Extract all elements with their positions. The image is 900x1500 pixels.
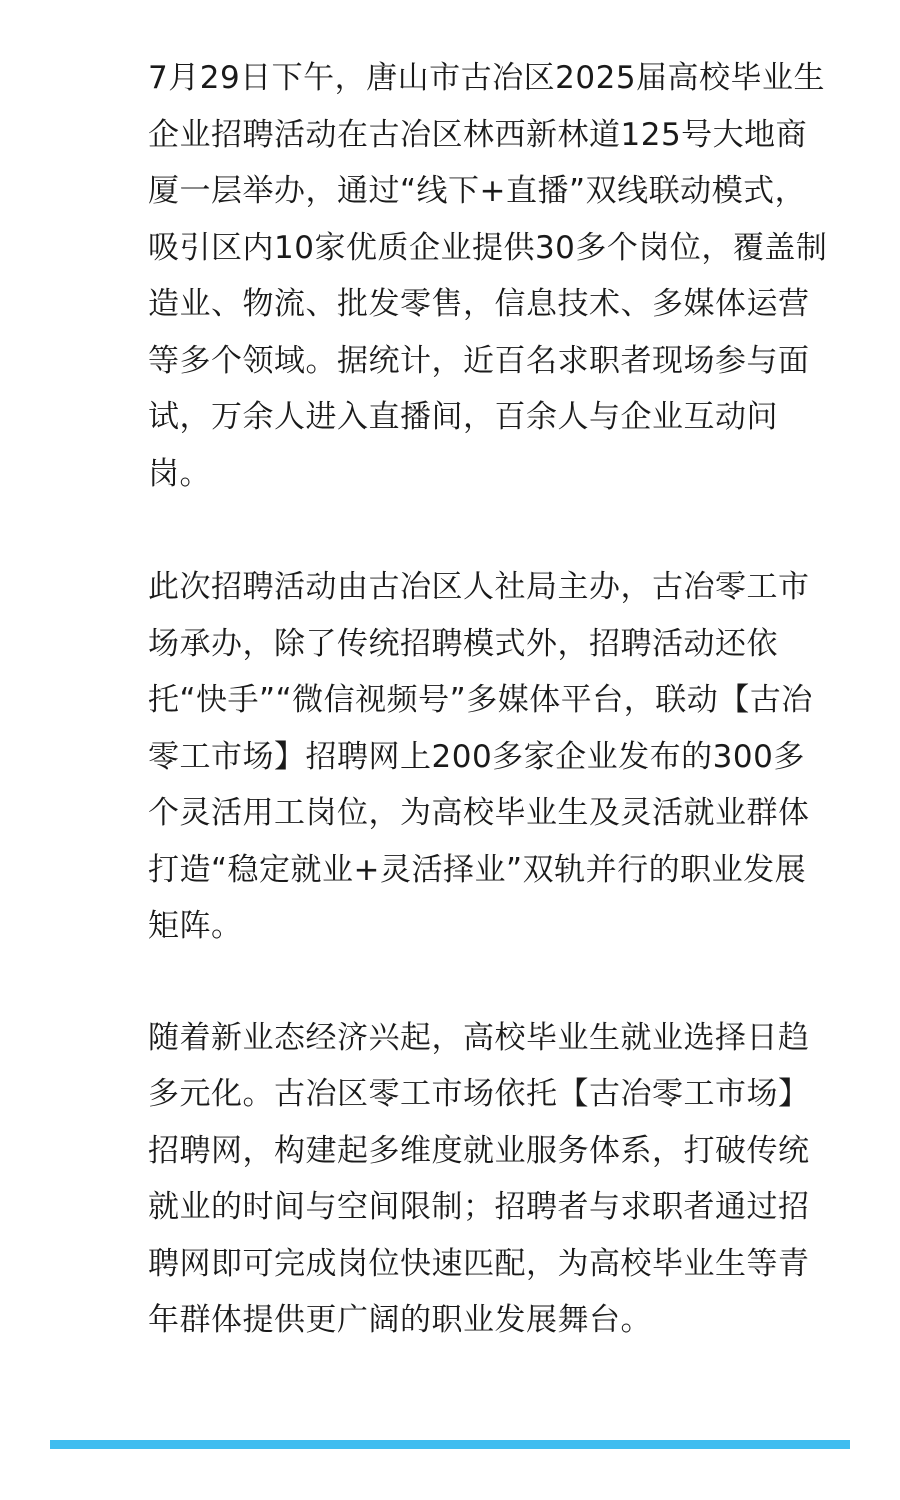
article-body bbox=[148, 50, 852, 1349]
section-divider bbox=[50, 1440, 850, 1449]
paragraph-organizers: 此次招聘活动由古冶区人社局主办，古冶零工市 场承办，除了传统招聘模式外，招聘活动还依 托“快手”“微信视频号”多媒体平台，联动【古冶 零工市场】招聘网上200多家企业发布的300多 个灵活用工岗位，为高校毕业生及灵活就业群体 打造“稳定就业+灵活择业”双轨并行的职业发展 矩阵。 bbox=[148, 569, 813, 944]
paragraph-recruitment-event: 7月29日下午，唐山市古冶区2025届高校毕业生 企业招聘活动在古冶区林西新林道125号大地商 厦一层举办，通过“线下+直播”双线联动模式， 吸引区内10家优质企业提供30多个岗位，覆盖制 造业、物流、批发零售，信息技术、多媒体运营 等多个领域。据统计，近百名求职者现场参与面 试，万余人进入直播间，百余人与企业互动问 岗。 bbox=[148, 60, 828, 492]
paragraph-employment-services: 随着新业态经济兴起，高校毕业生就业选择日趋 多元化。古冶区零工市场依托【古冶零工市场】 招聘网，构建起多维度就业服务体系，打破传统 就业的时间与空间限制；招聘者与求职者通过招 聘网即可完成岗位快速匹配，为高校毕业生等青 年群体提供更广阔的职业发展舞台。 bbox=[148, 1019, 810, 1338]
